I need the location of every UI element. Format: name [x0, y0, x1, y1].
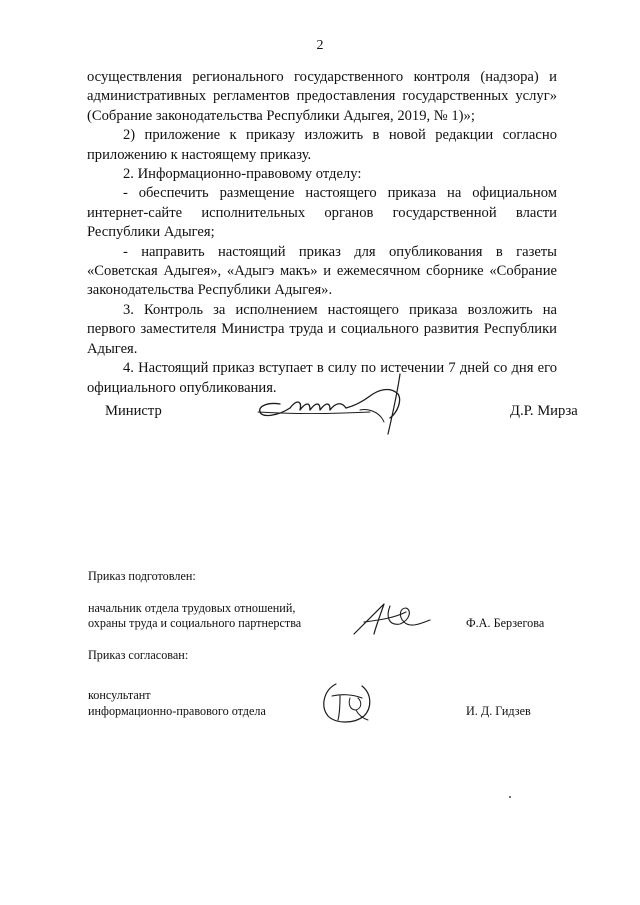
prepared-position-line2: охраны труда и социального партнерства: [88, 616, 302, 630]
agreed-name: И. Д. Гидзев: [466, 704, 531, 718]
agreed-position-line1: консультант: [88, 688, 151, 702]
minister-signature: [250, 368, 430, 438]
minister-title: Министр: [105, 403, 162, 419]
prepared-signature: [350, 598, 440, 640]
agreed-position-line2: информационно-правового отдела: [88, 704, 266, 718]
page-number: 2: [316, 38, 324, 53]
agreed-signature: [318, 676, 378, 726]
agreed-heading: Приказ согласован:: [88, 648, 189, 662]
prepared-name: Ф.А. Берзегова: [466, 616, 545, 630]
stray-mark: [509, 796, 511, 798]
minister-name: Д.Р. Мирза: [510, 403, 578, 419]
prepared-position-line1: начальник отдела трудовых отношений,: [88, 601, 296, 615]
paragraph-continuation: осуществления регионального государственного контроля (надзора) и административных регламентов предоставления государственных услуг» (Собрание законодательства Республики Адыгея, 2019, № 1)»;: [87, 69, 557, 124]
paragraph-section-4: 4. Настоящий приказ вступает в силу по истечении 7 дней со дня его официального опубликования.: [87, 360, 557, 396]
prepared-heading: Приказ подготовлен:: [88, 569, 196, 583]
paragraph-section-3: 3. Контроль за исполнением настоящего приказа возложить на первого заместителя Министра труда и социального развития Республики Адыгея.: [87, 301, 557, 357]
paragraph-bullet-publish-site: - обеспечить размещение настоящего приказа на официальном интернет-сайте исполнительных органов государственной власти Республики Адыгея;: [87, 185, 557, 241]
order-body: [87, 68, 557, 398]
paragraph-item-2: 2) приложение к приказу изложить в новой редакции согласно приложению к настоящему приказу.: [87, 127, 557, 163]
paragraph-section-2: 2. Информационно-правовому отделу:: [123, 166, 362, 183]
paragraph-bullet-publish-press: - направить настоящий приказ для опубликования в газеты «Советская Адыгея», «Адыгэ макъ» и ежемесячном сборнике «Собрание законодательства Республики Адыгея».: [87, 243, 557, 299]
